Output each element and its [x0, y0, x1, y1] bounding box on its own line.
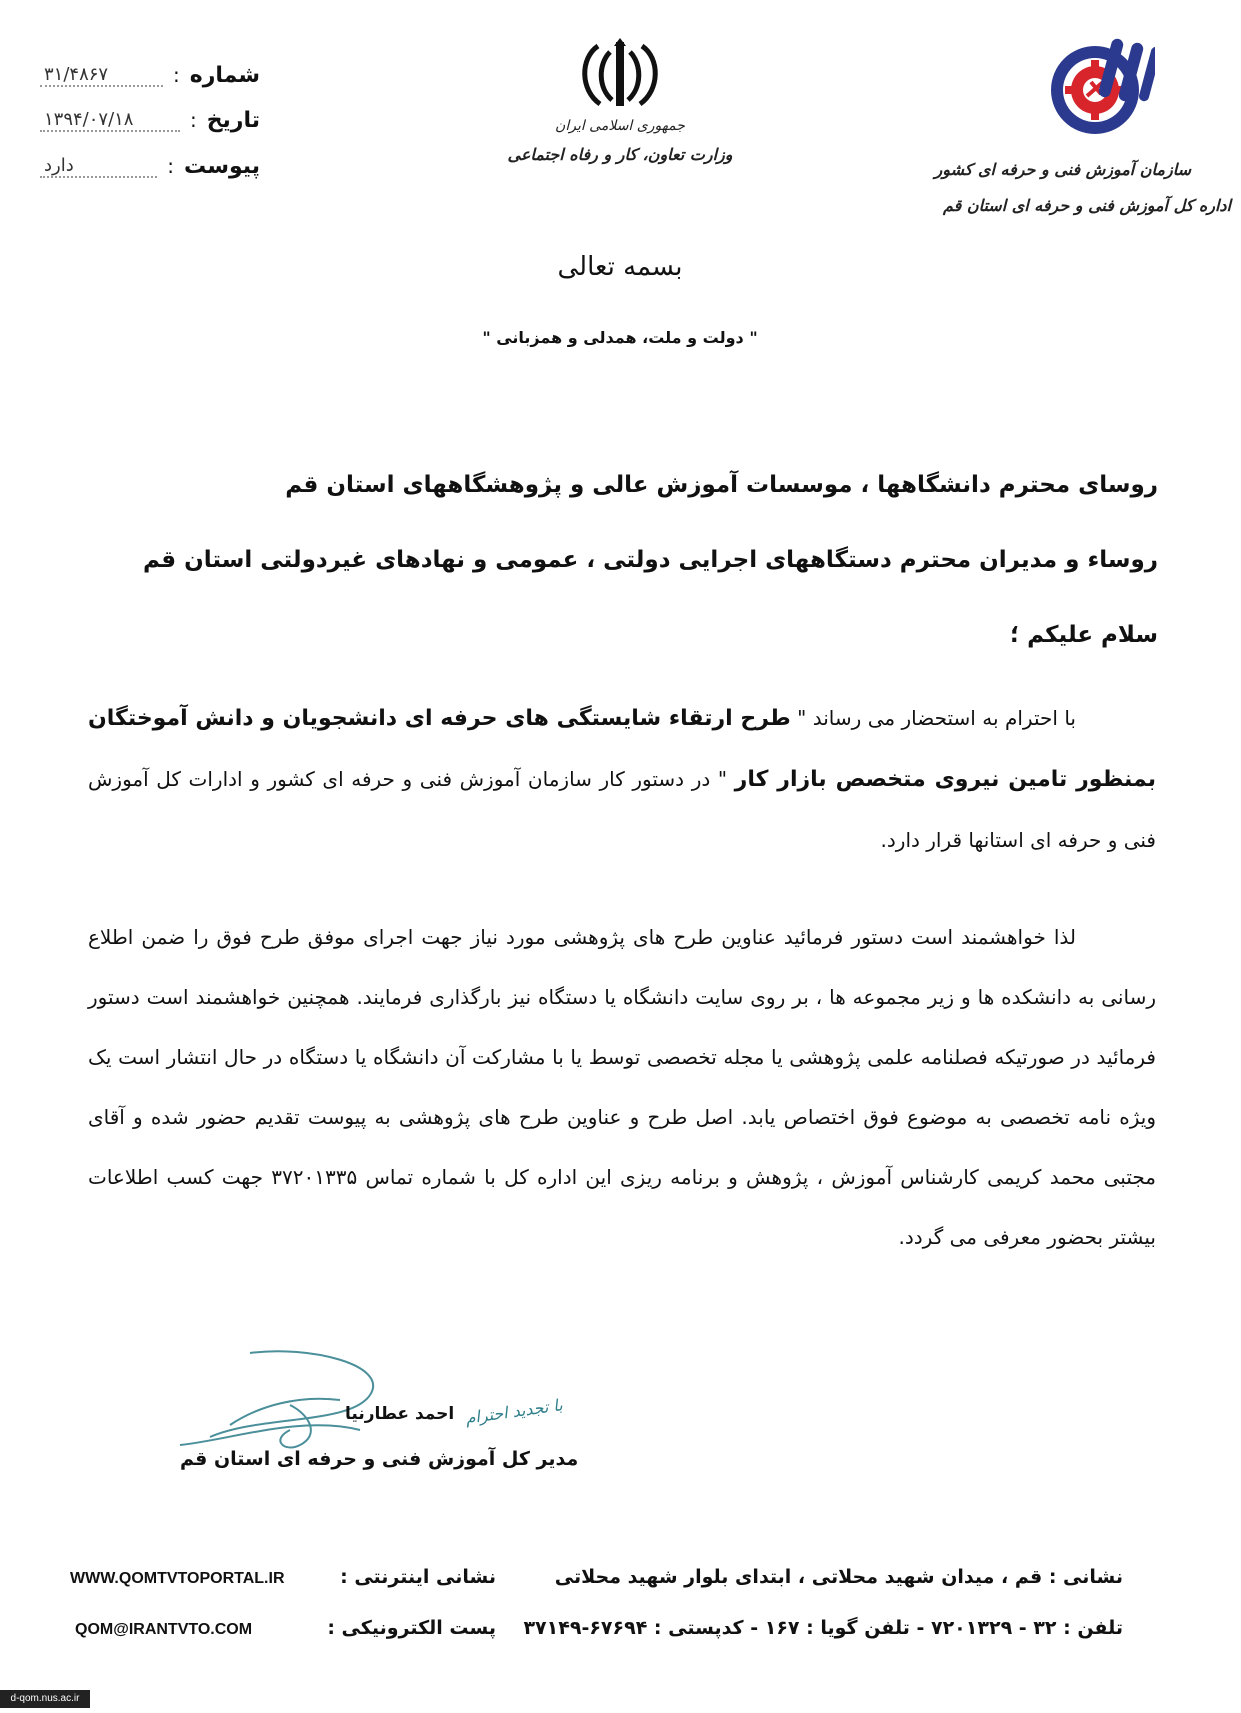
- letter-number-label: شماره: [189, 62, 260, 88]
- org-line-1: سازمان آموزش فنی و حرفه ای کشور: [934, 160, 1191, 179]
- watermark-text: d-qom.nus.ac.ir: [10, 1693, 80, 1704]
- motto: " دولت و ملت، همدلی و همزبانی ": [482, 328, 758, 347]
- tvto-logo-icon: [1045, 38, 1155, 138]
- body-p1-lead: با احترام به استحضار می رساند ": [790, 706, 1076, 730]
- footer-address: نشانی : قم ، میدان شهید محلاتی ، ابتدای بلوار شهید محلاتی: [554, 1566, 1123, 1588]
- footer-phones: تلفن : ۳۲ - ۷۲۰۱۳۲۹ - تلفن گویا : ۱۶۷ - کدپستی : ۶۷۶۹۴-۳۷۱۴۹: [523, 1617, 1123, 1639]
- letter-attachment-row: پیوست : دارد: [40, 146, 260, 186]
- footer-email-label: پست الکترونیکی :: [327, 1617, 496, 1639]
- letter-date-row: تاریخ : ۱۳۹۴/۰۷/۱۸: [40, 100, 260, 140]
- emblem-line-1: جمهوری اسلامی ایران: [555, 118, 685, 134]
- project-title: طرح ارتقاء شایستگی های حرفه ای دانشجویان و دانش آموختگان بمنظور تامین نیروی متخصص بازار کار: [88, 706, 1156, 792]
- handwritten-note: با تجدید احترام: [464, 1395, 564, 1428]
- page-title: بسمه تعالی: [557, 252, 683, 282]
- letter-attachment-value: دارد: [40, 155, 157, 178]
- footer-web-label: نشانی اینترنتی :: [340, 1566, 496, 1588]
- body-paragraph-1: [88, 688, 1156, 870]
- letter-number-value: ۳۱/۴۸۶۷: [40, 64, 163, 87]
- addressee-line-1: روسای محترم دانشگاهها ، موسسات آموزش عالی و پژوهشگاههای استان قم: [285, 472, 1158, 498]
- addressee-line-2: روساء و مدیران محترم دستگاههای اجرایی دولتی ، عمومی و نهادهای غیردولتی استان قم: [143, 547, 1158, 573]
- letter-attachment-label: پیوست: [184, 153, 260, 179]
- footer-email-value[interactable]: QOM@IRANTVTO.COM: [75, 1621, 253, 1638]
- iran-emblem-icon: [570, 38, 670, 113]
- footer-web-value[interactable]: WWW.QOMTVTOPORTAL.IR: [70, 1570, 285, 1587]
- letter-date-label: تاریخ: [206, 107, 260, 133]
- emblem-line-2: وزارت تعاون، کار و رفاه اجتماعی: [507, 145, 733, 164]
- org-line-2: اداره کل آموزش فنی و حرفه ای استان قم: [942, 196, 1231, 215]
- body-p1-tail: " در دستور کار سازمان آموزش فنی و حرفه ای کشور و ادارات کل آموزش فنی و حرفه ای استانها قرار دارد.: [88, 767, 1156, 852]
- watermark-badge: [0, 1690, 90, 1708]
- signer-name: احمد عطارنیا: [345, 1404, 455, 1424]
- signer-title: مدیر کل آموزش فنی و حرفه ای استان قم: [180, 1448, 579, 1470]
- greeting: سلام علیکم ؛: [1009, 622, 1158, 648]
- letter-number-row: شماره : ۳۱/۴۸۶۷: [40, 55, 260, 95]
- letter-date-value: ۱۳۹۴/۰۷/۱۸: [40, 109, 180, 132]
- body-paragraph-2: لذا خواهشمند است دستور فرمائید عناوین طرح های پژوهشی مورد نیاز جهت اجرای موفق طرح فوق را ضمن اطلاع رسانی به دانشکده ها و زیر مجموعه ها ، بر روی سایت دانشگاه یا دستگاه نیز بارگذاری فرمایند. همچنین خواهشمند است دستور فرمائید در صورتیکه فصلنامه علمی پژوهشی یا مجله تخصصی توسط یا با مشارکت آن دانشگاه یا دستگاه در حال انتشار است یک ویژه نامه تخصصی به موضوع فوق اختصاص یابد. اصل طرح و عناوین طرح های پژوهشی به پیوست تقدیم حضور شده و آقای مجتبی محمد کریمی کارشناس آموزش ، پژوهش و برنامه ریزی این اداره کل با شماره تماس ۳۷۲۰۱۳۳۵ جهت کسب اطلاعات بیشتر بحضور معرفی می گردد.: [88, 925, 1157, 1249]
